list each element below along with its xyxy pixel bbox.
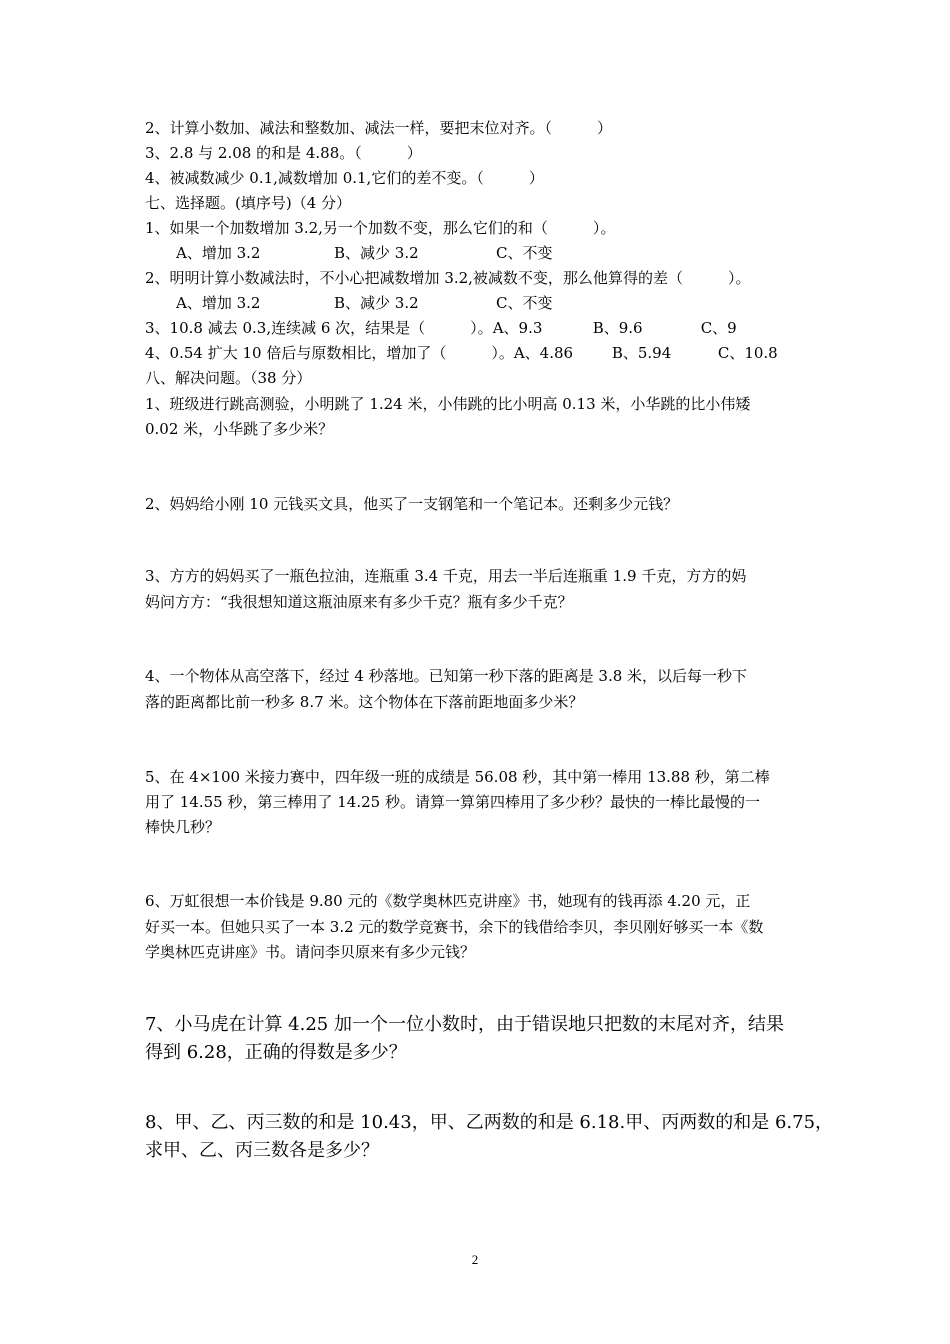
- choice-question-2: 2、明明计算小数减法时，不小心把减数增加 3.2,被减数不变，那么他算得的差（ ）。: [145, 269, 751, 287]
- option-a: A、9.3: [492, 319, 543, 337]
- option-b: B、减少 3.2: [334, 244, 419, 262]
- problem-8-line-1: 8、甲、乙、丙三数的和是 10.43，甲、乙两数的和是 6.18.甲、丙两数的和是 6.75，: [145, 1112, 834, 1133]
- problem-3-line-2: 妈问方方：“我很想知道这瓶油原来有多少千克？瓶有多少千克？: [145, 593, 573, 611]
- problem-6-line-2: 好买一本。但她只买了一本 3.2 元的数学竞赛书，余下的钱借给李贝，李贝刚好够买一本《数: [145, 918, 764, 936]
- choice-options-2: [176, 293, 846, 313]
- option-b: B、5.94: [611, 344, 672, 362]
- option-b: B、减少 3.2: [334, 294, 419, 312]
- page-number: 2: [471, 1252, 479, 1267]
- judge-question-3: 3、2.8 与 2.08 的和是 4.88。（ ）: [145, 144, 422, 162]
- problem-6-line-3: 学奥林匹克讲座》书。请问李贝原来有多少元钱？: [145, 943, 476, 961]
- problem-5-line-2: 用了 14.55 秒，第三棒用了 14.25 秒。请算一算第四棒用了多少秒？最快的一棒比最慢的一: [145, 793, 760, 811]
- problem-6-line-1: 6、万虹很想一本价钱是 9.80 元的《数学奥林匹克讲座》书，她现有的钱再添 4.20 元，正: [145, 892, 751, 910]
- choice-question-3: [145, 318, 815, 338]
- problem-4-line-1: 4、一个物体从高空落下，经过 4 秒落地。已知第一秒下落的距离是 3.8 米，以后每一秒下: [145, 667, 748, 685]
- judge-question-4: 4、被减数减少 0.1,减数增加 0.1,它们的差不变。（ ）: [145, 169, 544, 187]
- problem-1-line-1: 1、班级进行跳高测验，小明跳了 1.24 米，小伟跳的比小明高 0.13 米，小华跳的比小伟矮: [145, 395, 751, 413]
- section-heading-choice: 七、选择题。(填序号)（4 分）: [145, 194, 352, 212]
- problem-5-line-3: 棒快几秒？: [145, 818, 221, 836]
- problem-1-line-2: 0.02 米，小华跳了多少米？: [145, 420, 334, 438]
- option-b: B、9.6: [592, 319, 643, 337]
- problem-2-line-1: 2、妈妈给小刚 10 元钱买文具，他买了一支钢笔和一个笔记本。还剩多少元钱？: [145, 495, 679, 513]
- problem-5-line-1: 5、在 4×100 米接力赛中，四年级一班的成绩是 56.08 秒，其中第一棒用 13.88 秒，第二棒: [145, 768, 770, 786]
- option-c: C、不变: [496, 294, 553, 312]
- section-heading-solve: 八、解决问题。（38 分）: [145, 369, 312, 387]
- option-a: A、4.86: [513, 344, 574, 362]
- option-a: A、增加 3.2: [176, 244, 261, 262]
- problem-8-line-2: 求甲、乙、丙三数各是多少？: [145, 1140, 379, 1161]
- problem-3-line-1: 3、方方的妈妈买了一瓶色拉油，连瓶重 3.4 千克，用去一半后连瓶重 1.9 千克，方方的妈: [145, 567, 747, 585]
- problem-7-line-2: 得到 6.28，正确的得数是多少？: [145, 1042, 407, 1063]
- option-c: C、9: [700, 319, 737, 337]
- choice-options-1: [176, 243, 846, 263]
- problem-7-line-1: 7、小马虎在计算 4.25 加一个一位小数时，由于错误地只把数的末尾对齐，结果: [145, 1014, 784, 1035]
- option-c: C、不变: [496, 244, 553, 262]
- choice-question-1: 1、如果一个加数增加 3.2,另一个加数不变，那么它们的和（ ）。: [145, 219, 616, 237]
- judge-question-2: 2、计算小数加、减法和整数加、减法一样，要把末位对齐。（ ）: [145, 119, 613, 137]
- question-text: 3、10.8 减去 0.3,连续减 6 次，结果是（ ）。: [145, 319, 493, 337]
- question-text: 4、0.54 扩大 10 倍后与原数相比，增加了（ ）。: [145, 344, 514, 362]
- choice-question-4: [145, 343, 815, 363]
- option-a: A、增加 3.2: [176, 294, 261, 312]
- option-c: C、10.8: [717, 344, 778, 362]
- problem-4-line-2: 落的距离都比前一秒多 8.7 米。这个物体在下落前距地面多少米？: [145, 693, 584, 711]
